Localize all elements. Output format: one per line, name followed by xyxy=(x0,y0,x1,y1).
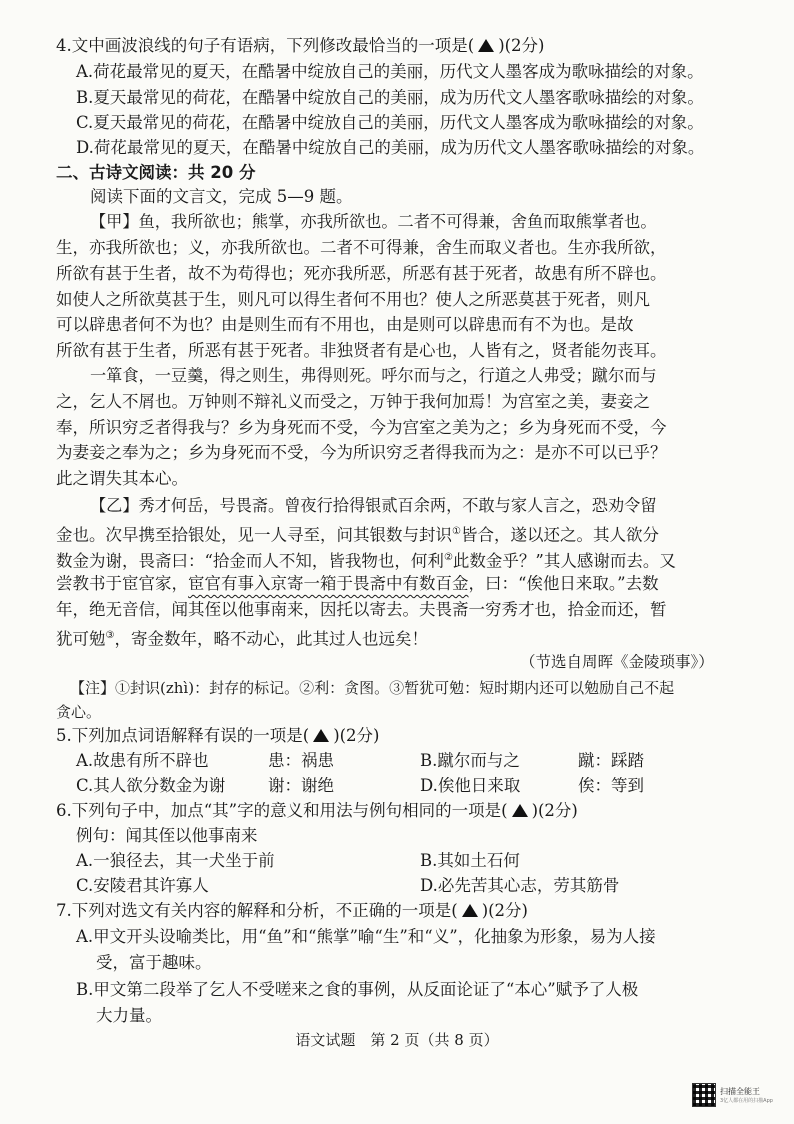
jia-line-11: 此之谓失其本心。 xyxy=(56,469,188,488)
q7-option-a-line-1: A.甲文开头设喻类比，用“鱼”和“熊掌”喻“生”和“义”，化抽象为形象，易为人接 xyxy=(76,927,656,946)
q7-option-b-line-1: B.甲文第二段举了乞人不受嗟来之食的事例，从反面论证了“本心”赋予了人极 xyxy=(76,980,639,999)
q5-option-a: A.故患有所不辟也 xyxy=(76,751,209,770)
q5-option-d: D.俟他日来取 xyxy=(420,776,521,795)
yi-line-5: 年，绝无音信，闻其侄以他事南来，因托以寄去。夫畏斋一穷秀才也，拾金而还，暂 xyxy=(56,600,667,619)
yi-line-4: 尝教书于宦官家，宦官有事入京寄一箱于畏斋中有数百金，曰：“俟他日来取。”去数 xyxy=(56,574,659,593)
notes-line-2: 贪心。 xyxy=(56,703,102,721)
q7-stem: 7.下列对选文有关内容的解释和分析，不正确的一项是( )(2分) xyxy=(56,901,528,920)
q5-option-b: B.蹴尔而与之 xyxy=(420,751,520,770)
q7-option-a-line-2: 受，富于趣味。 xyxy=(96,953,212,972)
yi-line-6: 犹可勉③，寄金数年，略不动心，此其过人也远矣！ xyxy=(56,629,428,649)
q4-stem: 4.文中画波浪线的句子有语病，下列修改最恰当的一项是( )(2分) xyxy=(56,36,545,55)
q6-option-b: B.其如土石何 xyxy=(420,851,520,870)
jia-line-9: 奉，所识穷乏者得我与？乡为身死而不受，今为宫室之美为之；乡为身死而不受，今 xyxy=(56,418,667,437)
q4-option-d: D.荷花最常见的夏天，在酷暑中绽放自己的美丽，成为历代文人墨客歌咏描绘的对象。 xyxy=(76,138,705,157)
q6-option-a: A.一狼径去，其一犬坐于前 xyxy=(76,851,275,870)
jia-line-6: 所欲有甚于生者，所恶有甚于死者。非独贤者有是心也，人皆有之，贤者能勿丧耳。 xyxy=(56,341,667,360)
yi-line-1: 【乙】秀才何岳，号畏斋。曾夜行拾得银贰百余两，不敢与家人言之，恐劝令留 xyxy=(90,496,657,515)
q6-option-d: D.必先苦其心志，劳其筋骨 xyxy=(420,876,620,895)
answer-triangle-icon xyxy=(462,904,478,917)
q5-option-a-explanation: 患：祸患 xyxy=(268,751,334,770)
q6-stem: 6.下列句子中，加点“其”字的意义和用法与例句相同的一项是( )(2分) xyxy=(56,801,578,820)
yi-line-2: 金也。次早携至拾银处，见一人寻至，问其银数与封识①皆合，遂以还之。其人欲分 xyxy=(56,525,659,545)
jia-line-2: 生，亦我所欲也；义，亦我所欲也。二者不可得兼，舍生而取义者也。生亦我所欲， xyxy=(56,238,667,257)
jia-line-7: 一箪食，一豆羹，得之则生，弗得则死。呼尔而与之，行道之人弗受；蹴尔而与 xyxy=(90,366,657,385)
q5-stem: 5.下列加点词语解释有误的一项是( )(2分) xyxy=(56,726,380,745)
section-intro: 阅读下面的文言文，完成 5—9 题。 xyxy=(90,187,353,206)
q5-option-d-explanation: 俟：等到 xyxy=(578,776,644,795)
notes-line-1: 【注】①封识(zhì)：封存的标记。②利：贪图。③暂犹可勉：短时期内还可以勉励自己不起 xyxy=(70,679,675,697)
jia-line-10: 为妻妾之奉为之；乡为身死而不受，今为所识穷乏者得我而为之：是亦不可以已乎？ xyxy=(56,443,667,462)
jia-line-1: 【甲】鱼，我所欲也；熊掌，亦我所欲也。二者不可得兼，舍鱼而取熊掌者也。 xyxy=(90,212,657,231)
yi-line-3: 数金为谢，畏斋曰：“拾金而人不知，皆我物也，何利②此数金乎？”其人感谢而去。又 xyxy=(56,551,676,571)
q4-option-a: A.荷花最常见的夏天，在酷暑中绽放自己的美丽，历代文人墨客成为歌咏描绘的对象。 xyxy=(76,62,704,81)
scanner-watermark xyxy=(692,1082,784,1108)
jia-line-5: 可以辟患者何不为也？由是则生而有不用也，由是则可以辟患而有不为也。是故 xyxy=(56,315,634,334)
q6-option-c: C.安陵君其许寡人 xyxy=(76,876,209,895)
answer-triangle-icon xyxy=(478,39,494,52)
q6-example: 例句：闻其侄以他事南来 xyxy=(76,826,258,845)
jia-line-3: 所欲有甚于生者，故不为苟得也；死亦我所恶，所恶有甚于死者，故患有所不辟也。 xyxy=(56,264,667,283)
scanner-logo: 扫描全能王 3亿人都在用的扫描App xyxy=(720,1087,773,1104)
qr-code-icon xyxy=(692,1083,716,1107)
jia-line-4: 如使人之所欲莫甚于生，则凡可以得生者何不用也？使人之所恶莫甚于死者，则凡 xyxy=(56,290,650,309)
q4-option-b: B.夏天最常见的荷花，在酷暑中绽放自己的美丽，成为历代文人墨客歌咏描绘的对象。 xyxy=(76,88,704,107)
q5-option-c-explanation: 谢：谢绝 xyxy=(268,776,334,795)
wavy-underlined-sentence: 宦官有事入京寄一箱于畏斋中有数百金 xyxy=(188,574,469,593)
q4-option-c: C.夏天最常见的荷花，在酷暑中绽放自己的美丽，历代文人墨客成为歌咏描绘的对象。 xyxy=(76,113,704,132)
jia-line-8: 之，乞人不屑也。万钟则不辩礼义而受之，万钟于我何加焉！为宫室之美，妻妾之 xyxy=(56,392,650,411)
q5-option-b-explanation: 蹴：踩踏 xyxy=(578,751,644,770)
q7-option-b-line-2: 大力量。 xyxy=(96,1006,162,1025)
page-footer: 语文试题 第 2 页（共 8 页） xyxy=(295,1031,499,1049)
yi-source: （节选自周晖《金陵琐事》） xyxy=(520,653,714,671)
q5-option-c: C.其人欲分数金为谢 xyxy=(76,776,226,795)
section-title: 二、古诗文阅读：共 20 分 xyxy=(56,163,256,182)
answer-triangle-icon xyxy=(512,804,528,817)
answer-triangle-icon xyxy=(313,729,329,742)
